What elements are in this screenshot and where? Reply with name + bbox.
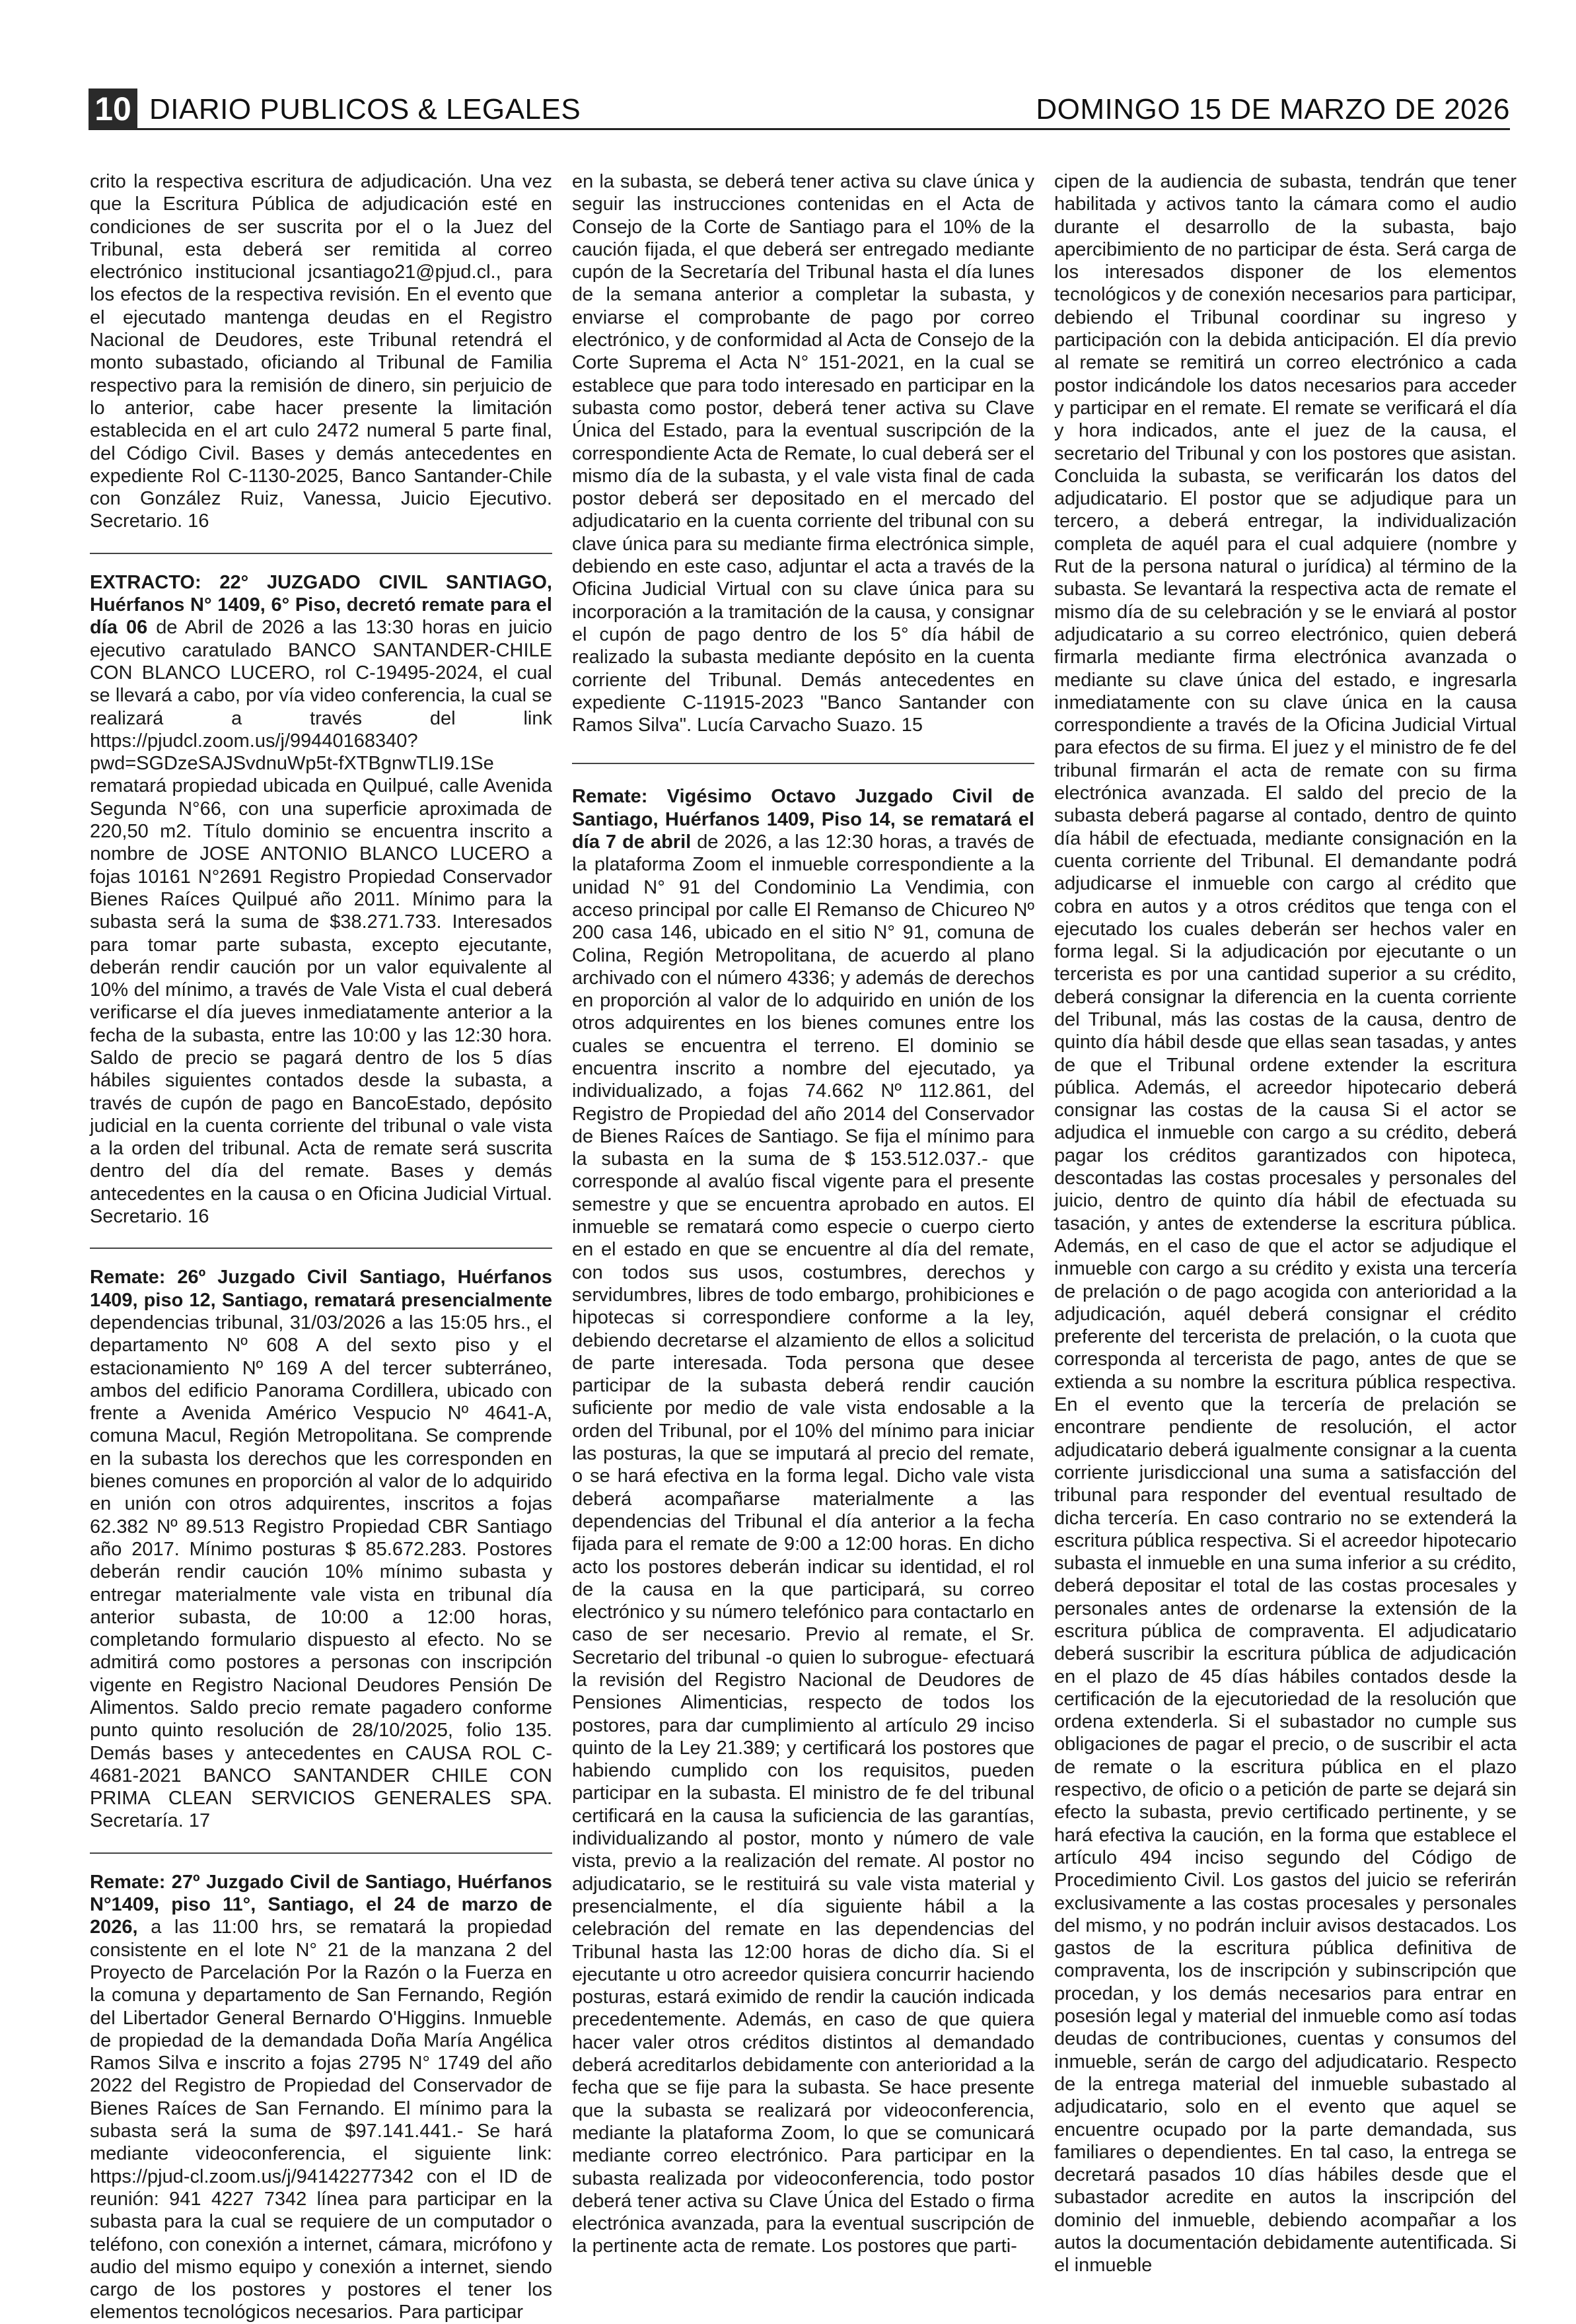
page-header (89, 82, 1510, 130)
notice-body: cipen de la audiencia de subasta, tendrán que tener habilitada y activos tanto la cámara como el audio durante el desarrollo de la subasta, bajo apercibimiento de no participar de ésta. Será carga de los interesados disponer de los elementos tecnológicos y de conexión necesarios para participar, debiendo el Tribunal coordinar su ingreso y participación con la debida anticipación. El día previo al remate se remitirá un correo electrónico a cada postor indicándole los datos necesarios para acceder y participar en el remate. El remate se verificará el día y hora indicados, ante el juez de la causa, el secretario del Tribunal y con los postores que asistan. Concluida la subasta, se verificarán los datos del adjudicatario. El postor que se adjudique para un tercero, a deberá entregar, la individualización completa de aquél para el cual adquiere (nombre y Rut de la persona natural o jurídica) al término de la subasta. Se levantará la respectiva acta de remate el mismo día de su celebración y se le enviará al postor adjudicatario a su correo electrónico, quien deberá firmarla mediante firma electrónica avanzada o mediante su clave única del estado, e ingresarla inmediatamente con su clave única en la causa correspondiente a través de la Oficina Judicial Virtual para efectos de su firma. El juez y el ministro de fe del tribunal firmarán el acta de remate con su firma electrónica avanzada. El saldo del precio de la subasta deberá pagarse al contado, dentro de quinto día hábil de efectuada, mediante consignación en la cuenta corriente del Tribunal. El demandante podrá adjudicarse el inmueble con cargo al crédito que cobra en autos y a otros créditos que tenga con el ejecutado los cuales deberán ser hechos valer en forma legal. Si la adjudicación por ejecutante o un tercerista es por una cantidad superior a su crédito, deberá consignar la diferencia en la cuenta corriente del Tribunal, más las costas de la causa, dentro de quinto día hábil desde que ellas sean tasadas, y antes de que el Tribunal ordene extender la escritura pública. Además, el acreedor hipotecario deberá consignar las costas de la causa Si el actor se adjudica el inmueble con cargo a su crédito, deberá pagar los créditos garantizados con hipoteca, descontadas las costas procesales y personales del juicio, dentro de quinto día hábil de efectuada su tasación, y antes de extenderse la escritura pública. Además, en el caso de que el actor se adjudique el inmueble con cargo a su crédito y exista una tercería de prelación o de pago acogida con anterioridad a la adjudicación, aquél deberá consignar el crédito preferente del tercerista de prelación, o la cuota que corresponda al tercerista de pago, antes de que se extienda a su nombre la escritura pública respectiva. En el evento que la tercería de prelación se encontrare pendiente de resolución, el actor adjudicatario deberá igualmente consignar a la cuenta corriente jurisdiccional una suma a satisfacción del tribunal para responder del eventual resultado de dicha tercería. En caso contrario no se extenderá la escritura pública respectiva. Si el acreedor hipotecario subasta el inmueble en una suma inferior a su crédito, deberá depositar el total de las costas procesales y personales antes de ordenarse la extensión de la escritura pública de compraventa. El adjudicatario deberá suscribir la escritura pública de adjudicación en el plazo de 45 días hábiles contados desde la certificación de la ejecutoriedad de la resolución que ordena extenderla. Si el subastador no cumple sus obligaciones de pagar el precio, o de suscribir el acta de remate o la escritura pública en el plazo respectivo, de oficio o a petición de parte se dejará sin efecto la subasta, previo certificado pertinente, y se hará efectiva la caución, en la forma que establece el artículo 494 inciso segundo del Código de Procedimiento Civil. Los gastos del juicio se referirán exclusivamente a las costas procesales y personales del mismo, y no podrán incluir avisos destacados. Los gastos de la escritura pública definitiva de compraventa, los de inscripción y subinscripción que procedan, y los demás necesarios para entrar en posesión legal y material del inmueble como así todas deudas de contribuciones, cuentas y consumos del inmueble, serán de cargo del adjudicatario. Respecto de la entrega material del inmueble subastado al adjudicatario, solo en el evento que aquel se encuentre ocupado por la parte demandada, sus familiares o dependientes. En tal caso, la entrega se decretará pasados 10 días hábiles desde que el subastador acredite en autos la inscripción del dominio del inmueble, debiendo acompañar a los autos la documentación debidamente autentificada. Si el inmueble (1054, 171, 1517, 2276)
notice-remate-28-juzgado (572, 785, 1034, 2257)
publication-name: DIARIO PUBLICOS & LEGALES (149, 93, 581, 125)
publication-date: DOMINGO 15 DE MARZO DE 2026 (1036, 93, 1510, 125)
notice-extracto-22-juzgado (90, 571, 552, 1228)
notice-remate-26-juzgado (90, 1266, 552, 1832)
notice-body: dependencias tribunal, 31/03/2026 a las 15:05 hrs., el departamento Nº 608 A del sexto piso y el estacionamiento Nº 169 A del tercer subterráneo, ambos del edificio Panorama Cordillera, ubicado con frente a Avenida Américo Vespucio Nº 4641-A, comuna Macul, Región Metropolitana. Se comprende en la subasta los derechos que les corresponden en bienes comunes en proporción al valor de lo adquirido en unión con otros adquirentes, inscritos a fojas 62.382 Nº 89.513 Registro Propiedad CBR Santiago año 2017. Mínimo posturas $ 85.672.283. Postores deberán rendir caución 10% mínimo subasta y entregar materialmente vale vista en tribunal día anterior subasta, de 10:00 a 12:00 horas, completando formulario dispuesto al efecto. No se admitirá como postores a personas con inscripción vigente en Registro Nacional Deudores Pensión De Alimentos. Saldo precio remate pagadero conforme punto quinto resolución de 28/10/2025, folio 135. Demás bases y antecedentes en CAUSA ROL C-4681-2021 BANCO SANTANDER CHILE CON PRIMA CLEAN SERVICIOS GENERALES SPA. Secretaría. 17 (90, 1312, 552, 1832)
notice-heading: Remate: Vigésimo Octavo Juzgado Civil de Santiago, Huérfanos 1409, Piso 14, se rematará el día 7 de abril (572, 786, 1034, 853)
column-3 (1054, 170, 1517, 2284)
notice-remate-27-juzgado-continued (572, 170, 1034, 736)
notice-remate-27-juzgado (90, 1871, 552, 2324)
notice-remate-28-juzgado-continued (1054, 170, 1517, 2277)
notice-separator (90, 1248, 552, 1249)
notice-body: de Abril de 2026 a las 13:30 horas en juicio ejecutivo caratulado BANCO SANTANDER-CHILE CON BLANCO LUCERO, rol C-19495-2024, el cual se llevará a cabo, por vía video conferencia, la cual se realizará a través del link https://pjudcl.zoom.us/j/99440168340?pwd=SGDzeSAJSvdnuWp5t-fXTBgnwTLI9.1Se rematará propiedad ubicada en Quilpué, calle Avenida Segunda N°66, con una superficie aproximada de 220,50 m2. Título dominio se encuentra inscrito a nombre de JOSE ANTONIO BLANCO LUCERO a fojas 10161 N°2691 Registro Propiedad Conservador Bienes Raíces Quilpué año 2011. Mínimo para la subasta será la suma de $38.271.733. Interesados para tomar parte subasta, excepto ejecutante, deberán rendir caución por un valor equivalente al 10% del mínimo, a través de Vale Vista el cual deberá verificarse el día jueves inmediatamente anterior a la fecha de la subasta, entre las 10:00 y las 12:30 hora. Saldo de precio se pagará dentro de los 5 días hábiles siguientes contados desde la subasta, a través de cupón de pago en BancoEstado, depósito judicial en la cuenta corriente del tribunal o vale vista a la orden del tribunal. Acta de remate será suscrita dentro del día del remate. Bases y demás antecedentes en la causa o en Oficina Judicial Virtual. Secretario. 16 (90, 617, 553, 1228)
notice-body: crito la respectiva escritura de adjudicación. Una vez que la Escritura Pública de adjudicación esté en condiciones de ser suscrita por el o la Juez del Tribunal, esta deberá ser remitida al correo electrónico institucional jcsantiago21@pjud.cl., para los efectos de la respectiva revisión. En el evento que el ejecutado mantenga deudas en el Registro Nacional de Deudores, este Tribunal retendrá el monto subastado, oficiando al Tribunal de Familia respectivo para la remisión de dinero, sin perjuicio de lo anterior, cabe hacer presente la limitación establecida en el art culo 2472 numeral 5 parte final, del Código Civil. Bases y demás antecedentes en expediente Rol C-1130-2025, Banco Santander-Chile con González Ruiz, Vanessa, Juicio Ejecutivo. Secretario. 16 (90, 171, 552, 532)
column-2 (572, 170, 1034, 2284)
notice-body: en la subasta, se deberá tener activa su clave única y seguir las instrucciones contenidas en el Acta de Consejo de la Corte de Santiago para el 10% de la caución fijada, el que deberá ser entregado mediante cupón de la Secretaría del Tribunal hasta el día lunes de la semana anterior a completar la subasta, y enviarse el comprobante de pago por correo electrónico, y de conformidad al Acta de Consejo de la Corte Suprema el Acta N° 151-2021, en la cual se establece que para todo interesado en participar en la subasta como postor, deberá tener activa su Clave Única del Estado, para la eventual suscripción de la correspondiente Acta de Remate, lo cual deberá ser el mismo día de la subasta, y el vale vista final de cada postor deberá ser depositado en el mercado del adjudicatario en la cuenta corriente del tribunal con su clave única para su mediante firma electrónica simple, debiendo en este caso, adjuntar el acta a través de la Oficina Judicial Virtual con su clave única para su incorporación a la tramitación de la causa, y consignar el cupón de pago dentro de los 5° día hábil de realizado la subasta mediante depósito en la cuenta corriente del Tribunal. Demás antecedentes en expediente C-11915-2023 "Banco Santander con Ramos Silva". Lucía Carvacho Suazo. 15 (572, 171, 1034, 736)
column-1 (90, 170, 553, 2323)
page-number: 10 (89, 88, 137, 129)
notice-separator (90, 1852, 552, 1854)
notice-separator (572, 763, 1034, 764)
notice-separator (90, 553, 552, 554)
notice-text (90, 170, 552, 533)
notice-body: a las 11:00 hrs, se rematará la propiedad consistente en el lote N° 21 de la manzana 2 del Proyecto de Parcelación Por la Razón o la Fuerza en la comuna y departamento de San Fernando, Región del Libertador General Bernardo O'Higgins. Inmueble de propiedad de la demandada Doña María Angélica Ramos Silva e inscrito a fojas 2795 N° 1749 del año 2022 del Registro de Propiedad del Conservador de Bienes Raíces de San Fernando. El mínimo para la subasta será la suma de $97.141.441.- Se hará mediante videoconferencia, el siguiente link: https://pjud-cl.zoom.us/j/94142277342 con el ID de reunión: 941 4227 7342 línea para participar en la subasta para la cual se requiere de un computador o teléfono, con conexión a internet, cámara, micrófono y audio del mismo equipo y conexión a internet, siendo cargo de los postores y postores el tener los elementos tecnológicos necesarios. Para participar (90, 1917, 552, 2323)
notice-heading: Remate: 27º Juzgado Civil de Santiago, Huérfanos N°1409, piso 11°, Santiago, el 24 de marzo de 2026, (90, 1871, 552, 1938)
notice-heading: Remate: 26º Juzgado Civil Santiago, Huérfanos 1409, piso 12, Santiago, rematará presencialmente (90, 1267, 552, 1311)
notice-heading: EXTRACTO: 22° JUZGADO CIVIL SANTIAGO, Huérfanos N° 1409, 6° Piso, decretó remate para el día 06 (90, 571, 552, 639)
notice-body: de 2026, a las 12:30 horas, a través de la plataforma Zoom el inmueble correspondiente a la unidad N° 91 del Condominio La Vendimia, con acceso principal por calle El Remanso de Chicureo Nº 200 casa 146, ubicado en el sitio N° 91, comuna de Colina, Región Metropolitana, de acuerdo al plano archivado con el número 4336; y además de derechos en proporción al valor de lo adquirido en unión de los otros adquirentes en los bienes comunes entre los cuales se encuentra el terreno. El dominio se encuentra inscrito a nombre del ejecutado, ya individualizado, a fojas 74.662 Nº 112.861, del Registro de Propiedad del año 2014 del Conservador de Bienes Raíces de Santiago. Se fija el mínimo para la subasta en la suma de $ 153.512.037.- que corresponde al avalúo fiscal vigente para el presente semestre y que se encuentra aprobado en autos. El inmueble se rematará como especie o cuerpo cierto en el estado en que se encuentre al día del remate, con todos sus usos, costumbres, derechos y servidumbres, libres de todo embargo, prohibiciones e hipotecas si correspondiere conforme a la ley, debiendo decretarse el alzamiento de ellos a solicitud de parte interesada. Toda persona que desee participar de la subasta deberá rendir caución suficiente por medio de vale vista endosable a la orden del Tribunal, por el 10% del mínimo para iniciar las posturas, la que se imputará al precio del remate, o se hará efectiva en la forma legal. Dicho vale vista deberá acompañarse materialmente a las dependencias del Tribunal el día anterior a la fecha fijada para el remate de 9:00 a 12:00 horas. En dicho acto los postores deberán indicar su identidad, el rol de la causa en la que participará, su correo electrónico y su número telefónico para contactarlo en caso de ser necesario. Previo al remate, el Sr. Secretario del tribunal -o quien lo subrogue- efectuará la revisión del Registro Nacional de Deudores de Pensiones Alimenticias, respecto de todos los postores, para dar cumplimiento al artículo 29 inciso quinto de la Ley 21.389; y certificará los postores que habiendo cumplido con los requisitos, pueden participar en la subasta. El ministro de fe del tribunal certificará en la causa la suficiencia de las garantías, individualizando al postor, monto y número de vale vista, previo a la realización del remate. Al postor no adjudicatario, se le restituirá su vale vista material y presencialmente, el día siguiente hábil a la celebración del remate en las dependencias del Tribunal hasta las 12:00 horas de dicho día. Si el ejecutante u otro acreedor quisiera concurrir haciendo posturas, estará eximido de rendir la caución indicada precedentemente. Además, en caso de que quiera hacer valer otros créditos distintos al demandado deberá acreditarlos debidamente con anterioridad a la fecha que se fije para la subasta. Se hace presente que la subasta se realizará por videoconferencia, mediante la plataforma Zoom, lo que se comunicará mediante correo electrónico. Para participar en la subasta realizada por videoconferencia, todo postor deberá tener activa su Clave Única del Estado o firma electrónica avanzada, para la eventual suscripción de la pertinente acta de remate. Los postores que parti- (572, 831, 1034, 2257)
